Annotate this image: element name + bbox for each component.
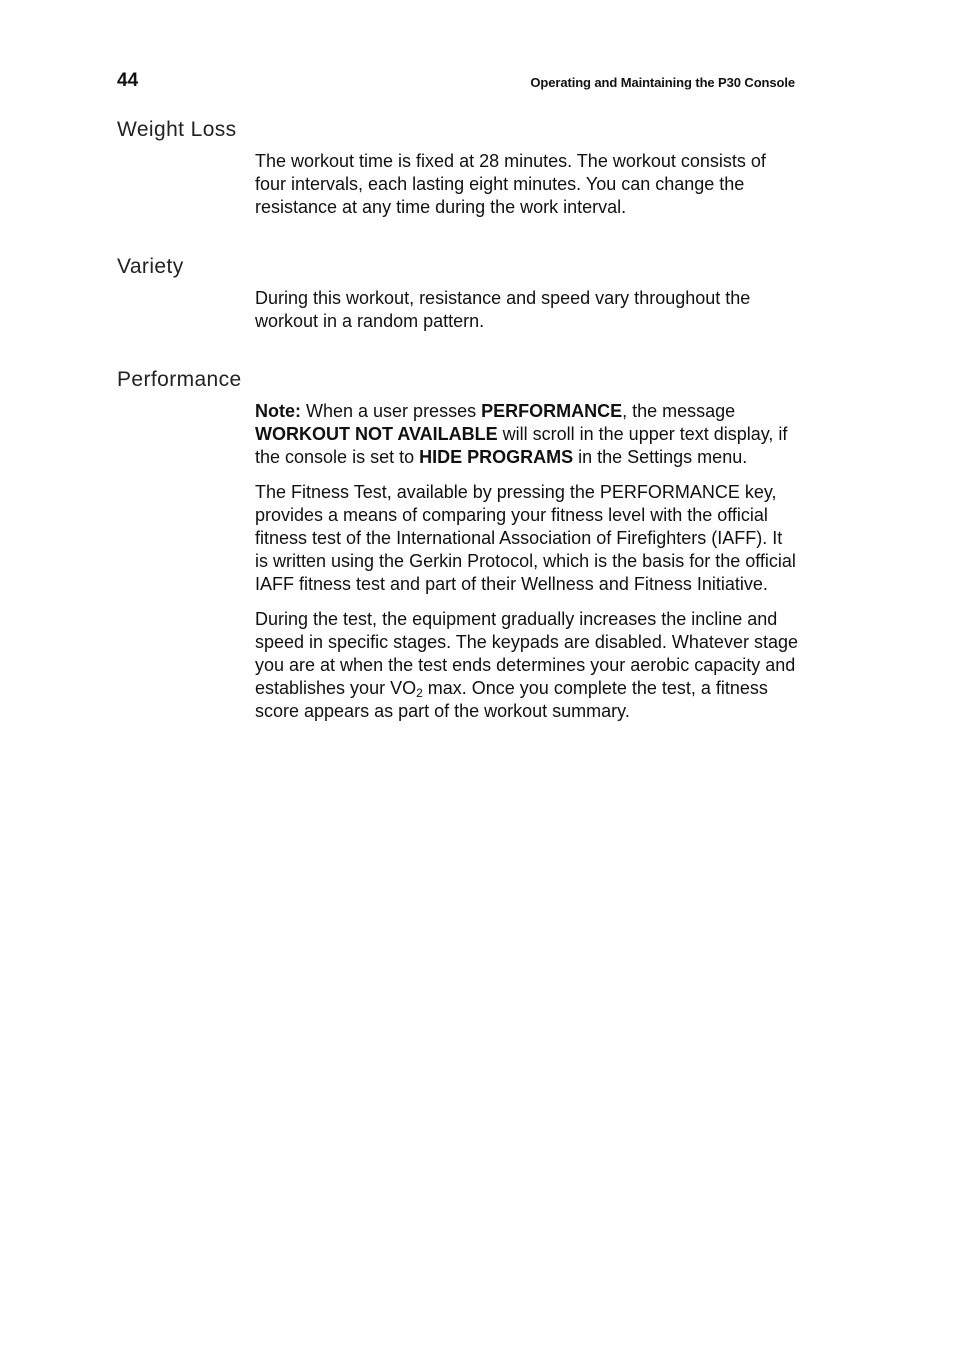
- variety-heading: Variety: [117, 255, 184, 278]
- weight-loss-paragraph: The workout time is fixed at 28 minutes. The workout consists of four intervals, each lasting eight minutes. You can change the resistance at any time during the work interval.: [255, 151, 766, 217]
- workout-not-available-message: WORKOUT NOT AVAILABLE: [255, 424, 498, 444]
- vo2-subscript: 2: [416, 686, 423, 700]
- note-label: Note:: [255, 401, 301, 421]
- weight-loss-heading: Weight Loss: [117, 118, 237, 141]
- variety-body: [255, 287, 800, 345]
- note-text: When a user presses: [301, 401, 482, 421]
- test-text: During the test, the equipment gradually increases the incline and speed in specific stages. The keypads are disabled. Whatever stage you are at when the test ends determines your aerobic capacity and establishes your VO: [255, 609, 798, 698]
- performance-key-name: PERFORMANCE: [481, 401, 623, 421]
- note-text: in the Settings menu.: [573, 447, 748, 467]
- test-text: max. Once you complete the test, a fitness score appears as part of the workout summary.: [255, 678, 768, 721]
- hide-programs-setting: HIDE PROGRAMS: [419, 447, 574, 467]
- performance-body: [255, 400, 800, 735]
- performance-note: [255, 400, 800, 469]
- note-text: will scroll in the upper text display, if the console is set to: [255, 424, 788, 467]
- note-text: , the message: [622, 401, 736, 421]
- weight-loss-body: [255, 150, 800, 231]
- test-procedure-paragraph: [255, 608, 800, 723]
- fitness-test-paragraph: The Fitness Test, available by pressing the PERFORMANCE key, provides a means of comparing your fitness level with the official fitness test of the International Association of Firefighters (IAFF). It is written using the Gerkin Protocol, which is the basis for the official IAFF fitness test and part of their Wellness and Fitness Initiative.: [255, 482, 796, 594]
- running-header: Operating and Maintaining the P30 Console: [530, 75, 795, 90]
- variety-paragraph: During this workout, resistance and speed vary throughout the workout in a random pattern.: [255, 288, 751, 331]
- performance-heading: Performance: [117, 368, 242, 391]
- page-number: 44: [117, 70, 139, 91]
